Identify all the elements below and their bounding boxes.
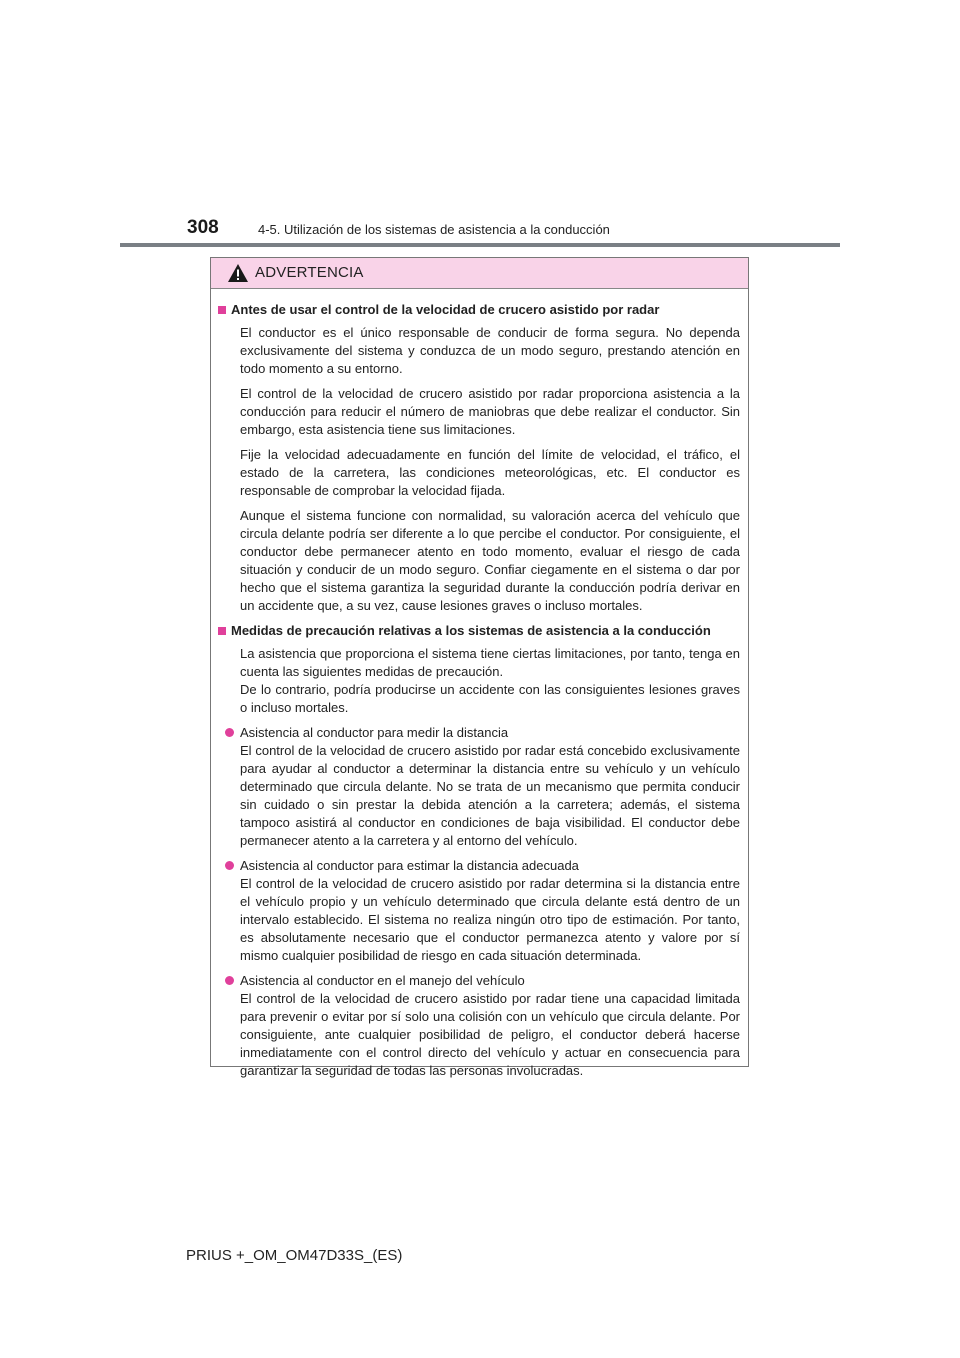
list-item xyxy=(225,724,740,850)
warning-box xyxy=(210,257,749,1078)
paragraph: El control de la velocidad de crucero asistido por radar proporciona asistencia a la conducción para reducir el número de maniobras que debe realizar el conductor. Sin embargo, esta asistencia tiene sus limitaciones. xyxy=(240,386,740,437)
warning-body xyxy=(211,289,748,1080)
list-item xyxy=(225,857,740,965)
pink-dot-icon xyxy=(225,728,234,737)
paragraph: Aunque el sistema funcione con normalidad, su valoración acerca del vehículo que circula delante podría ser diferente a lo que percibe el conductor. Por consiguiente, el conductor debe permanecer atento en todo momento, evaluar el riesgo de cada situación y conducir de un modo seguro. Confiar ciegamente en el sistema o dar por hecho que el sistema garantiza la seguridad durante la conducción podría derivar en un accidente que, a su vez, cause lesiones graves o incluso mortales. xyxy=(240,508,740,613)
paragraph: La asistencia que proporciona el sistema tiene ciertas limitaciones, por tanto, tenga en cuenta las siguientes medidas de precaución. xyxy=(240,646,740,679)
list-item-body: El control de la velocidad de crucero asistido por radar está concebido exclusivamente para ayudar al conductor a determinar la distancia entre su vehículo y un vehículo determinado que circula delante. No se trata de un mecanismo que permita conducir sin cuidado o sin prestar la debida atención a la carretera; además, el sistema tampoco asistirá al conductor en condiciones de baja visibilidad. El conductor debe permanecer atento a la carretera y al entorno del vehículo. xyxy=(240,743,740,848)
header-divider xyxy=(120,243,840,247)
page-number: 308 xyxy=(187,217,219,238)
warning-header xyxy=(211,258,748,289)
section-heading-text: Medidas de precaución relativas a los sistemas de asistencia a la conducción xyxy=(231,623,711,638)
list-item-body: El control de la velocidad de crucero asistido por radar determina si la distancia entre el vehículo propio y un vehículo determinado que circula delante está dentro de un intervalo establecido. El sistema no realiza ningún otro tipo de estimación. Por tanto, es absolutamente necesario que el conductor permanezca atento y valore por sí mismo cualquier posibilidad de riesgo en cada situación determinada. xyxy=(240,876,740,963)
pink-square-icon xyxy=(218,627,226,635)
warning-triangle-icon xyxy=(227,263,249,283)
section-heading xyxy=(217,301,740,319)
list-item-title: Asistencia al conductor para medir la distancia xyxy=(240,725,509,740)
list-item-text xyxy=(240,972,740,1080)
document-code: PRIUS +_OM_OM47D33S_(ES) xyxy=(186,1247,403,1264)
list-item-text xyxy=(240,857,740,965)
warning-title: ADVERTENCIA xyxy=(255,264,364,281)
pink-dot-icon xyxy=(225,976,234,985)
list-item xyxy=(225,972,740,1080)
section-heading-text: Antes de usar el control de la velocidad de crucero asistido por radar xyxy=(231,302,660,317)
section-heading xyxy=(217,622,740,640)
list-item-body: El control de la velocidad de crucero asistido por radar tiene una capacidad limitada para prevenir o evitar por sí solo una colisión con un vehículo que circula delante. Por consiguiente, ante cualquier posibilidad de peligro, el conductor deberá hacerse inmediatamente con el control directo del vehículo y actuar en consecuencia para garantizar la seguridad de todas las personas involucradas. xyxy=(240,991,740,1078)
list-item-title: Asistencia al conductor en el manejo del vehículo xyxy=(240,973,525,988)
paragraph: De lo contrario, podría producirse un accidente con las consiguientes lesiones graves o incluso mortales. xyxy=(240,682,740,715)
paragraph: Fije la velocidad adecuadamente en función del límite de velocidad, el tráfico, el estado de la carretera, las condiciones meteorológicas, etc. El conductor es responsable de comprobar la velocidad fijada. xyxy=(240,447,740,498)
pink-square-icon xyxy=(218,306,226,314)
list-item-text xyxy=(240,724,740,850)
section-title: 4-5. Utilización de los sistemas de asistencia a la conducción xyxy=(258,222,610,237)
paragraph: El conductor es el único responsable de conducir de forma segura. No dependa exclusivamente del sistema y conduzca de un modo seguro, prestando atención en todo momento a su entorno. xyxy=(240,325,740,376)
pink-dot-icon xyxy=(225,861,234,870)
list-item-title: Asistencia al conductor para estimar la distancia adecuada xyxy=(240,858,579,873)
